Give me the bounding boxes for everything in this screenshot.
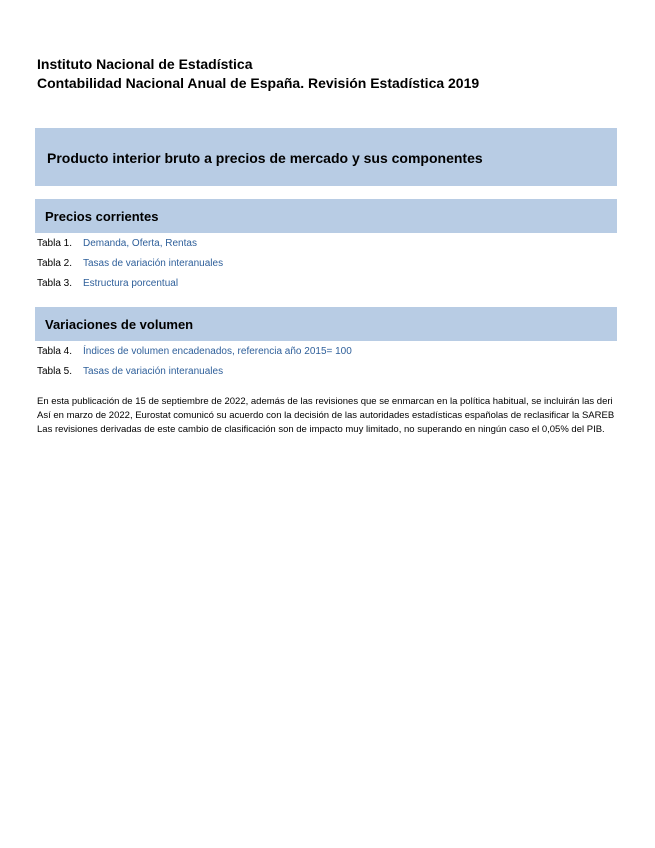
table-number: Tabla 3. (37, 278, 73, 289)
main-banner-title: Producto interior bruto a precios de mercado y sus componentes (47, 150, 483, 166)
note-line: En esta publicación de 15 de septiembre de 2022, además de las revisiones que se enmarcan en la política habitual, se incluirán las deri (37, 396, 613, 407)
table-link-tasas-variacion[interactable]: Tasas de variación interanuales (83, 258, 224, 269)
main-banner (35, 128, 617, 186)
section-header-variaciones-volumen (35, 307, 617, 341)
table-number: Tabla 1. (37, 238, 73, 249)
note-line: Así en marzo de 2022, Eurostat comunicó su acuerdo con la decisión de las autoridades estadísticas españolas de reclasificar la SAREB (37, 410, 615, 421)
document-title: Contabilidad Nacional Anual de España. Revisión Estadística 2019 (37, 75, 480, 91)
table-link-demanda-oferta-rentas[interactable]: Demanda, Oferta, Rentas (83, 238, 197, 249)
table-link-estructura-porcentual[interactable]: Estructura porcentual (83, 278, 179, 289)
table-link-tasas-variacion-volumen[interactable]: Tasas de variación interanuales (83, 366, 224, 377)
table-link-indices-volumen[interactable]: Índices de volumen encadenados, referencia año 2015= 100 (83, 346, 352, 357)
section-header-precios-corrientes (35, 199, 617, 233)
section-title: Variaciones de volumen (45, 317, 194, 332)
revision-notes (37, 395, 617, 437)
organization-title: Instituto Nacional de Estadística (37, 56, 253, 72)
table-number: Tabla 5. (37, 366, 73, 377)
note-line: Las revisiones derivadas de este cambio de clasificación son de impacto muy limitado, no superando en ningún caso el 0,05% del PIB. (37, 424, 605, 435)
section-title: Precios corrientes (45, 209, 159, 224)
table-number: Tabla 4. (37, 346, 73, 357)
table-number: Tabla 2. (37, 258, 73, 269)
